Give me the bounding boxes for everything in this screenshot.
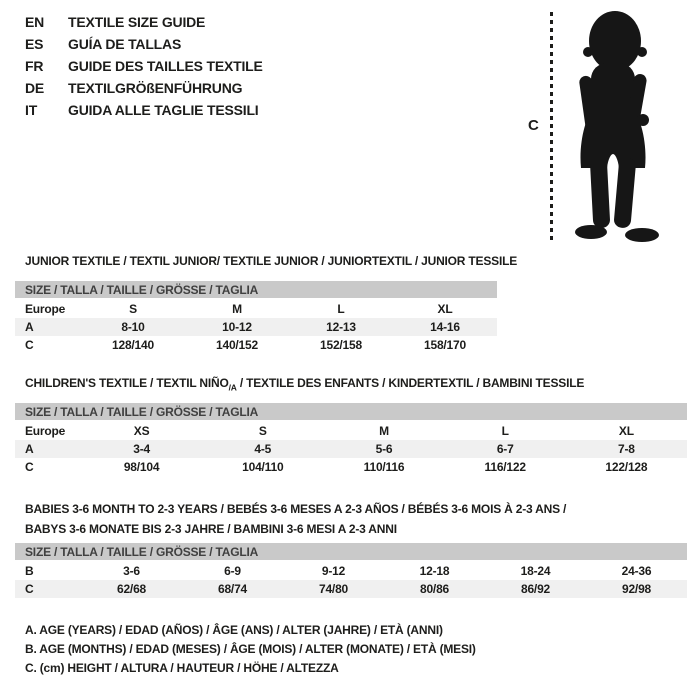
height-cell: 68/74 [217, 582, 248, 596]
row-label: A [25, 442, 34, 456]
language-title: TEXTILGRÖßENFÜHRUNG [68, 80, 243, 96]
age-cell: 4-5 [254, 442, 272, 456]
age-cell: 8-10 [121, 320, 145, 334]
row-label: B [25, 564, 34, 578]
height-cell: 158/170 [424, 338, 466, 352]
table-row-europe [15, 422, 687, 440]
size-cell: S [258, 424, 267, 438]
table-row-europe [15, 300, 497, 318]
section-title-children [25, 376, 584, 392]
language-code: IT [25, 102, 38, 118]
section-title-babies-line1: BABIES 3-6 MONTH TO 2-3 YEARS / BEBÉS 3-6 MESES A 2-3 AÑOS / BÉBÉS 3-6 MOIS À 2-3 ANS / [25, 502, 567, 516]
table-row-age [15, 318, 497, 336]
language-row-de [25, 77, 263, 99]
age-cell: 6-9 [224, 564, 241, 578]
age-cell: 10-12 [222, 320, 252, 334]
height-cell: 110/116 [363, 460, 405, 474]
size-cell: M [379, 424, 389, 438]
row-label: C [25, 460, 34, 474]
table-row-age-months [15, 562, 687, 580]
age-cell: 14-16 [430, 320, 460, 334]
height-cell: 86/92 [520, 582, 551, 596]
language-row-fr [25, 55, 263, 77]
size-cell: XL [618, 424, 634, 438]
table-row-age [15, 440, 687, 458]
height-cell: 152/158 [320, 338, 362, 352]
age-cell: 18-24 [520, 564, 551, 578]
language-code: DE [25, 80, 45, 96]
section-title-babies-line2: BABYS 3-6 MONATE BIS 2-3 JAHRE / BAMBINI 3-6 MESI A 2-3 ANNI [25, 522, 397, 536]
language-code: FR [25, 58, 44, 74]
size-header-bar: SIZE / TALLA / TAILLE / GRÖSSE / TAGLIA [15, 281, 497, 298]
language-row-es [25, 33, 263, 55]
size-header-bar: SIZE / TALLA / TAILLE / GRÖSSE / TAGLIA [15, 543, 687, 560]
row-label: Europe [25, 424, 66, 438]
size-cell: L [501, 424, 509, 438]
section-title-babies [25, 499, 566, 539]
height-cell: 140/152 [216, 338, 258, 352]
age-cell: 5-6 [375, 442, 393, 456]
row-label: C [25, 582, 34, 596]
table-row-height [15, 458, 687, 476]
language-title: GUIDE DES TAILLES TEXTILE [68, 58, 263, 74]
height-cell: 128/140 [112, 338, 154, 352]
row-label: Europe [25, 302, 66, 316]
size-header-bar: SIZE / TALLA / TAILLE / GRÖSSE / TAGLIA [15, 403, 687, 420]
age-cell: 12-18 [419, 564, 450, 578]
language-row-it [25, 99, 263, 121]
size-cell: XS [133, 424, 150, 438]
height-cell: 74/80 [318, 582, 349, 596]
height-measure-label: C [528, 117, 539, 134]
section-title-children-pre: CHILDREN'S TEXTILE / TEXTIL NIÑO [25, 376, 229, 390]
legend [25, 621, 476, 678]
age-cell: 6-7 [496, 442, 514, 456]
size-cell: M [232, 302, 242, 316]
row-label: C [25, 338, 34, 352]
language-title-list [25, 11, 263, 121]
size-cell: XL [437, 302, 453, 316]
junior-size-table [15, 281, 497, 354]
row-label: A [25, 320, 34, 334]
age-cell: 3-4 [133, 442, 150, 456]
legend-line-a: A. AGE (YEARS) / EDAD (AÑOS) / ÂGE (ANS) / ALTER (JAHRE) / ETÀ (ANNI) [25, 623, 443, 637]
language-title: TEXTILE SIZE GUIDE [68, 14, 206, 30]
height-cell: 122/128 [605, 460, 648, 474]
section-title-junior: JUNIOR TEXTILE / TEXTIL JUNIOR/ TEXTILE JUNIOR / JUNIORTEXTIL / JUNIOR TESSILE [25, 254, 518, 268]
age-cell: 12-13 [326, 320, 356, 334]
section-title-children-sub: /A [228, 382, 237, 393]
height-measure-dotted-line [550, 12, 553, 243]
size-cell: S [129, 302, 137, 316]
table-row-height [15, 336, 497, 354]
legend-line-b: B. AGE (MONTHS) / EDAD (MESES) / ÂGE (MOIS) / ALTER (MONATE) / ETÀ (MESI) [25, 642, 476, 656]
height-cell: 80/86 [419, 582, 450, 596]
table-row-height [15, 580, 687, 598]
toddler-silhouette [563, 8, 663, 244]
language-code: ES [25, 36, 44, 52]
age-cell: 7-8 [618, 442, 635, 456]
height-cell: 62/68 [116, 582, 147, 596]
age-cell: 3-6 [123, 564, 140, 578]
age-cell: 9-12 [321, 564, 346, 578]
children-size-table [15, 403, 687, 476]
size-cell: L [337, 302, 345, 316]
height-cell: 98/104 [123, 460, 160, 474]
height-cell: 92/98 [621, 582, 652, 596]
legend-line-c: C. (cm) HEIGHT / ALTURA / HAUTEUR / HÖHE / ALTEZZA [25, 661, 339, 675]
section-title-children-post: / TEXTILE DES ENFANTS / KINDERTEXTIL / BAMBINI TESSILE [236, 376, 585, 390]
language-title: GUÍA DE TALLAS [68, 36, 182, 52]
height-cell: 104/110 [242, 460, 284, 474]
language-code: EN [25, 14, 45, 30]
language-title: GUIDA ALLE TAGLIE TESSILI [68, 102, 259, 118]
age-cell: 24-36 [621, 564, 652, 578]
language-row-en [25, 11, 263, 33]
babies-size-table [15, 543, 687, 598]
height-cell: 116/122 [484, 460, 526, 474]
